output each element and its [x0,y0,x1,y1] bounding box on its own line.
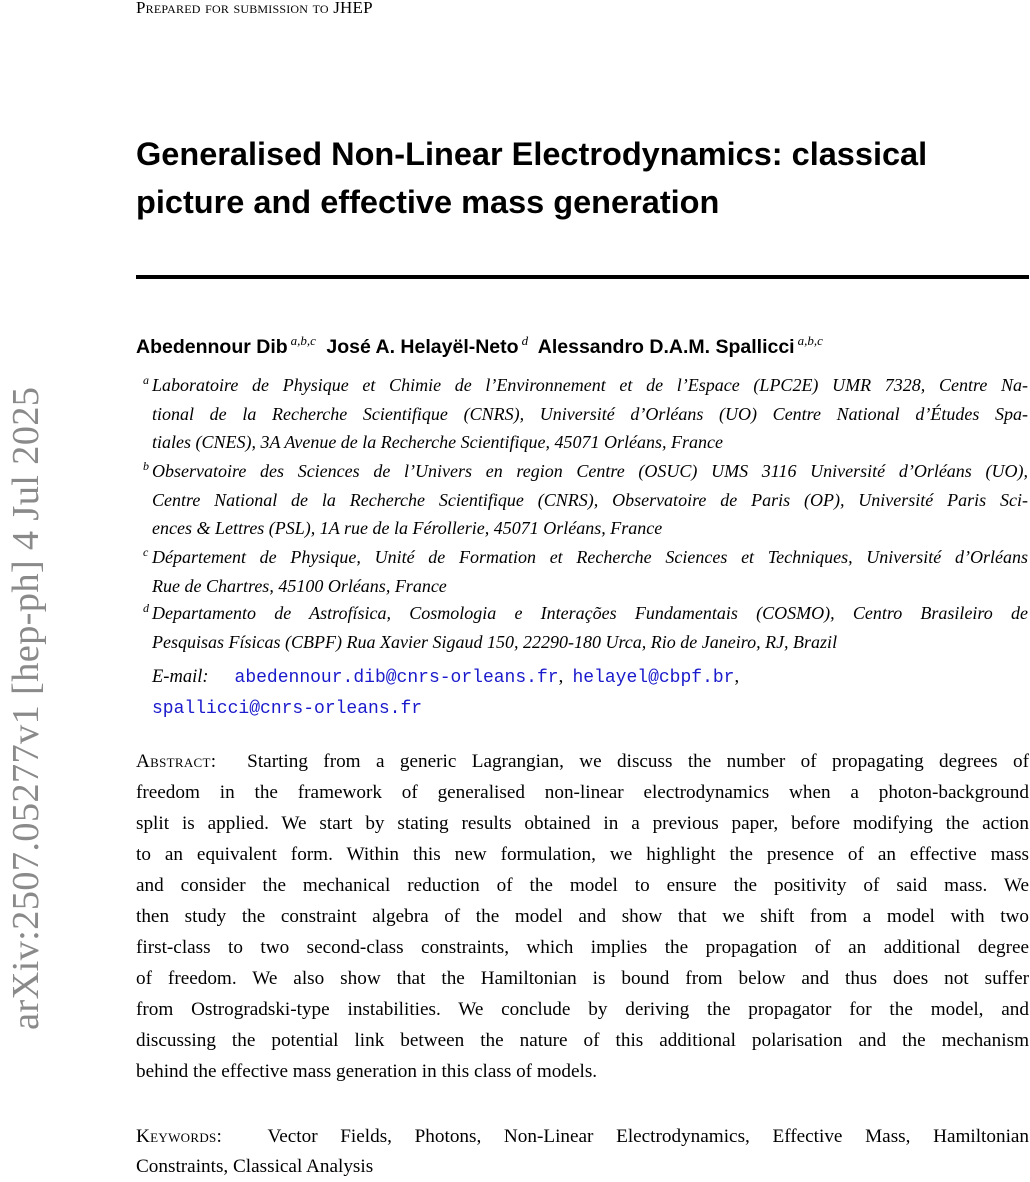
arxiv-identifier[interactable]: arXiv:2507.05277v1 [hep-ph] 4 Jul 2025 [5,386,47,1030]
affiliation-line: Laboratoire de Physique et Chimie de l’Environnement et de l’Espace (LPC2E) UMR 7328, Centre Na- [152,375,1028,395]
keywords-text: Vector Fields, Photons, Non-Linear Electrodynamics, Effective Mass, Hamiltonian [267,1126,1030,1147]
author-name: Abedennour Dib [136,336,288,358]
affiliation-d [143,599,1028,656]
affiliation-mark: b [143,459,149,473]
author-name: Alessandro D.A.M. Spallicci [537,336,795,358]
abstract-label: Abstract: [136,751,217,772]
affiliation-line: Centre National de la Recherche Scientifique (CNRS), Observatoire de Paris (OP), Université Paris Sci- [152,489,1028,510]
keywords-line [136,1122,1029,1152]
title-line-1: Generalised Non-Linear Electrodynamics: classical [136,136,928,172]
paper-title [136,130,1016,226]
abstract-line: then study the constraint algebra of the model and show that we shift from a model with two [136,906,1029,927]
keywords-line: Constraints, Classical Analysis [136,1156,374,1177]
abstract [136,746,1029,1087]
affiliation-line: tiales (CNES), 3A Avenue de la Recherche Scientifique, 45071 Orléans, France [152,432,724,452]
author [537,333,823,358]
abstract-line: of freedom. We also show that the Hamiltonian is bound from below and thus does not suffer [136,968,1029,989]
affiliation-line: Rue de Chartres, 45100 Orléans, France [152,575,447,596]
abstract-line: to an equivalent form. Within this new formulation, we highlight the presence of an effective mass [136,844,1029,865]
author-name: José A. Helayël-Neto [326,336,519,358]
author [136,333,316,358]
abstract-line [136,746,1029,777]
author-affil-mark: d [521,333,529,348]
abstract-line: discussing the potential link between the nature of this additional polarisation and the mechanism [136,1030,1029,1051]
author-list [136,333,828,359]
affiliation-b [143,457,1028,543]
abstract-line: behind the effective mass generation in this class of models. [136,1061,598,1082]
email-link-spallicci[interactable]: spallicci@cnrs-orleans.fr [152,699,423,719]
title-rule [136,275,1029,279]
abstract-text: Starting from a generic Lagrangian, we discuss the number of propagating degrees of [247,751,1029,772]
keywords [136,1122,1029,1182]
abstract-line: freedom in the framework of generalised non-linear electrodynamics when a photon-background [136,782,1029,803]
affiliation-line: Observatoire des Sciences de l’Univers en region Centre (OSUC) UMS 3116 Université d’Orléans (UO), [152,461,1028,481]
email-label: E-mail: [152,667,209,687]
affiliation-mark: c [143,545,149,559]
email-link-dib[interactable]: abedennour.dib@cnrs-orleans.fr [234,668,559,688]
author-affil-mark: a,b,c [290,333,316,348]
keywords-label: Keywords: [136,1126,223,1147]
title-line-2: picture and effective mass generation [136,184,720,220]
affiliation-line: tional de la Recherche Scientifique (CNRS), Université d’Orléans (UO) Centre National d’Études Spa- [152,403,1028,424]
affiliation-line: ences & Lettres (PSL), 1A rue de la Férollerie, 45071 Orléans, France [152,518,663,538]
author [326,333,529,358]
abstract-line: split is applied. We start by stating results obtained in a previous paper, before modifying the action [136,813,1029,834]
affiliation-line: Pesquisas Físicas (CBPF) Rua Xavier Sigaud 150, 22290-180 Urca, Rio de Janeiro, RJ, Brazil [152,631,838,652]
affiliation-line: Département de Physique, Unité de Formation et Recherche Sciences et Techniques, Université d’Orléans [152,547,1028,567]
affiliation-a [143,371,1028,457]
abstract-line: first-class to two second-class constraints, which implies the propagation of an additional degree [136,937,1029,958]
author-affil-mark: a,b,c [797,333,823,348]
abstract-line: and consider the mechanical reduction of the model to ensure the positivity of said mass. We [136,875,1029,896]
submission-header: Prepared for submission to JHEP [136,0,373,17]
email-link-helayel[interactable]: helayel@cbpf.br [572,668,735,688]
affiliation-c [143,543,1028,600]
email-block: E-mail: abedennour.dib@cnrs-orleans.fr, helayel@cbpf.br, spallicci@cnrs-orleans.fr [152,667,740,719]
abstract-line: from Ostrogradski-type instabilities. We conclude by deriving the propagator for the model, and [136,999,1029,1020]
affiliation-mark: a [143,373,149,387]
affiliation-line: Departamento de Astrofísica, Cosmologia e Interações Fundamentais (COSMO), Centro Brasileiro de [152,603,1028,623]
affiliation-mark: d [143,601,149,615]
